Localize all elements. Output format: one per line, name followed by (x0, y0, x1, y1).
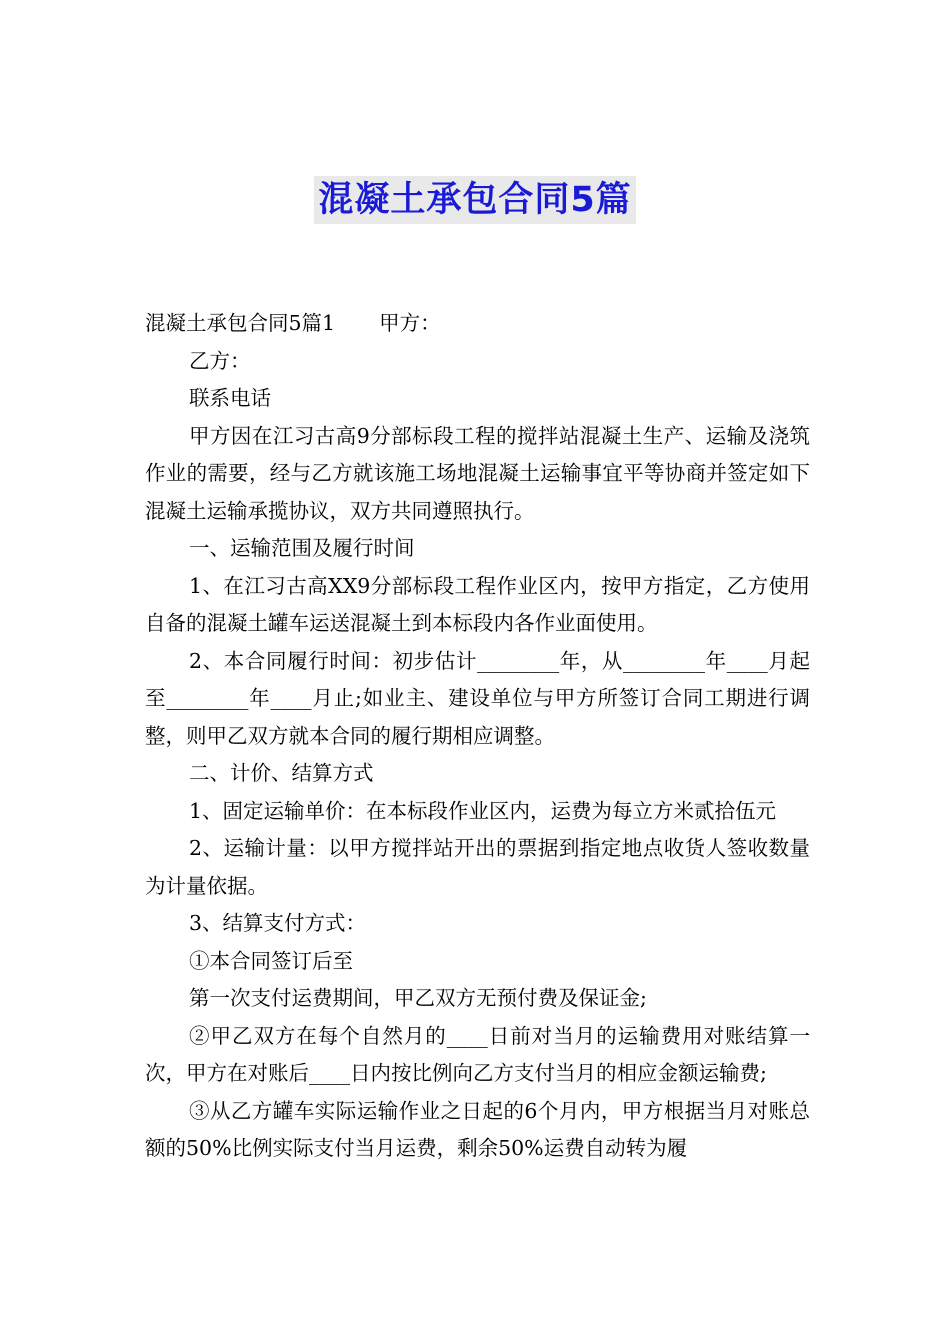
document-title: 混凝土承包合同5篇 (314, 176, 635, 224)
paragraph: 甲方因在江习古高9分部标段工程的搅拌站混凝土生产、运输及浇筑作业的需要，经与乙方就该施工场地混凝土运输事宜平等协商并签定如下混凝土运输承揽协议，双方共同遵照执行。 (145, 423, 810, 523)
paragraph: 1、固定运输单价：在本标段作业区内，运费为每立方米贰拾伍元 (189, 798, 777, 823)
party-a-label: 甲方： (379, 311, 441, 335)
paragraph: 3、结算支付方式： (189, 911, 367, 935)
document-body (145, 305, 810, 1168)
paragraph: ①本合同签订后至 (189, 948, 353, 973)
paragraph: ③从乙方罐车实际运输作业之日起的6个月内，甲方根据当月对账总额的50%比例实际支付当月运费，剩余50%运费自动转为履 (145, 1098, 810, 1160)
paragraph: 联系电话 (189, 386, 271, 410)
paragraph: 2、本合同履行时间：初步估计________年，从________年____月起至________年____月止;如业主、建设单位与甲方所签订合同工期进行调整，则甲乙双方就本合同的履行期相应调整。 (145, 648, 810, 748)
paragraph: 2、运输计量：以甲方搅拌站开出的票据到指定地点收货人签收数量为计量依据。 (145, 836, 810, 898)
section-heading: 二、计价、结算方式 (189, 761, 374, 785)
section-heading: 一、运输范围及履行时间 (189, 536, 415, 560)
paragraph: 第一次支付运费期间，甲乙双方无预付费及保证金; (189, 986, 647, 1010)
paragraph: ②甲乙双方在每个自然月的____日前对当月的运输费用对账结算一次，甲方在对账后____日内按比例向乙方支付当月的相应金额运输费; (145, 1023, 810, 1085)
title-container (0, 176, 950, 224)
intro-heading: 混凝土承包合同5篇1 (145, 311, 336, 335)
paragraph: 乙方： (189, 348, 251, 373)
paragraph: 1、在江习古高XX9分部标段工程作业区内，按甲方指定，乙方使用自备的混凝土罐车运送混凝土到本标段内各作业面使用。 (145, 573, 810, 635)
intro-line (145, 305, 810, 343)
